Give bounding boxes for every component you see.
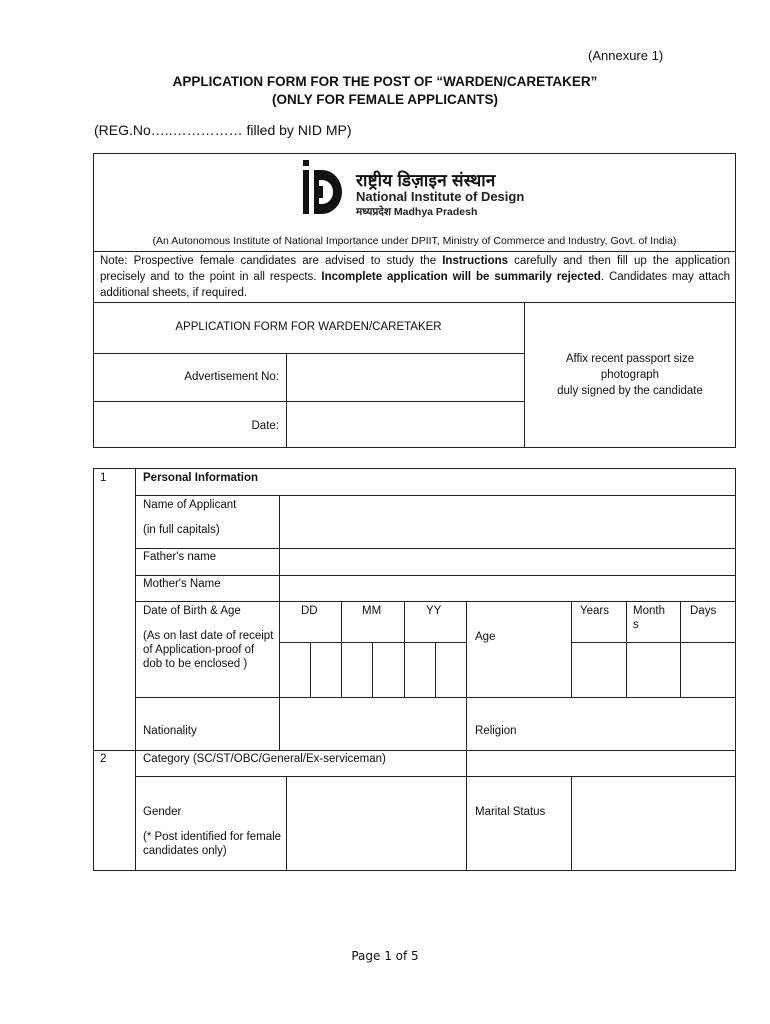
photo-line: Affix recent passport size: [565, 353, 695, 365]
photo-instructions: [525, 351, 735, 399]
mm-label: MM: [362, 605, 382, 617]
institute-location: मध्यप्रदेश Madhya Pradesh: [356, 206, 478, 218]
months-label: Month s: [633, 605, 665, 631]
photo-line: duly signed by the candidate: [557, 385, 703, 397]
mother-name-field[interactable]: [280, 576, 736, 601]
divider: [135, 468, 136, 871]
nid-logo: [300, 158, 540, 220]
advertisement-label: Advertisement No:: [184, 371, 279, 383]
section-number-2: 2: [100, 753, 107, 765]
divider: [372, 642, 373, 697]
dob-year-field[interactable]: [405, 643, 435, 697]
date-label: Date:: [251, 420, 279, 432]
dob-label: Date of Birth & Age: [143, 605, 241, 617]
mother-name-label: Mother's Name: [143, 578, 221, 590]
form-title: APPLICATION FORM FOR THE POST OF “WARDEN/CARETAKER”: [172, 74, 598, 89]
form-subtitle: (ONLY FOR FEMALE APPLICANTS): [271, 92, 498, 107]
institute-name-hindi: राष्ट्रीय डिज़ाइन संस्थान: [356, 171, 496, 190]
divider: [135, 601, 736, 602]
nationality-label: Nationality: [143, 725, 197, 737]
name-label: Name of Applicant: [143, 499, 237, 511]
nid-logo-icon: [300, 158, 350, 218]
age-days-field[interactable]: [681, 643, 736, 697]
nationality-field[interactable]: [280, 698, 466, 750]
section-heading-personal-info: Personal Information: [143, 472, 259, 484]
gender-label: Gender: [143, 806, 182, 818]
page-number: Page 1 of 5: [351, 949, 419, 963]
application-form-heading: APPLICATION FORM FOR WARDEN/CARETAKER: [175, 321, 442, 333]
divider: [466, 601, 467, 750]
date-field[interactable]: [287, 402, 524, 447]
category-label: Category (SC/ST/OBC/General/Ex-serviceman): [143, 753, 386, 765]
religion-field[interactable]: [571, 698, 736, 750]
applicant-name-field[interactable]: [280, 496, 736, 548]
note-bold-instructions: Instructions: [442, 255, 509, 267]
autonomous-line: (An Autonomous Institute of National Importance under DPIIT, Ministry of Commerce and Industry, Govt. of India): [152, 235, 677, 247]
note-bold-warning: Incomplete application will be summarily rejected: [321, 271, 601, 283]
age-years-field[interactable]: [572, 643, 626, 697]
name-sublabel: (in full capitals): [143, 524, 220, 536]
days-label: Days: [690, 605, 717, 617]
religion-label: Religion: [475, 725, 517, 737]
institute-name-english: National Institute of Design: [356, 189, 525, 204]
category-field[interactable]: [467, 751, 736, 776]
note-part: carefully and then fill up the application precisely and to the point in all respects.: [100, 255, 730, 283]
annexure-label: (Annexure 1): [588, 48, 664, 63]
age-label: Age: [475, 631, 496, 643]
dd-label: DD: [301, 605, 318, 617]
years-label: Years: [580, 605, 609, 617]
marital-status-label: Marital Status: [475, 806, 546, 818]
photo-line: photograph: [600, 369, 660, 381]
father-name-label: Father's name: [143, 551, 217, 563]
divider: [93, 251, 736, 252]
age-months-field[interactable]: [627, 643, 680, 697]
dob-sublabel: (As on last date of receipt of Application-proof of dob to be enclosed ): [143, 630, 274, 670]
note-text: [100, 253, 730, 301]
registration-number: (REG.No…..…………… filled by NID MP): [94, 122, 352, 138]
gender-sublabel: (* Post identified for female candidates only): [143, 831, 282, 857]
divider: [310, 642, 311, 697]
advertisement-field[interactable]: [287, 354, 524, 401]
section-number-1: 1: [100, 472, 107, 484]
dob-day-field[interactable]: [280, 643, 310, 697]
note-part: Note: Prospective female candidates are advised to study the: [100, 255, 443, 267]
note-part: . Candidates may attach additional sheets, if required.: [100, 271, 730, 299]
dob-month-field[interactable]: [342, 643, 372, 697]
divider: [435, 642, 436, 697]
father-name-field[interactable]: [280, 549, 736, 575]
marital-status-field[interactable]: [572, 777, 736, 871]
gender-field[interactable]: [287, 777, 466, 871]
yy-label: YY: [426, 605, 442, 617]
